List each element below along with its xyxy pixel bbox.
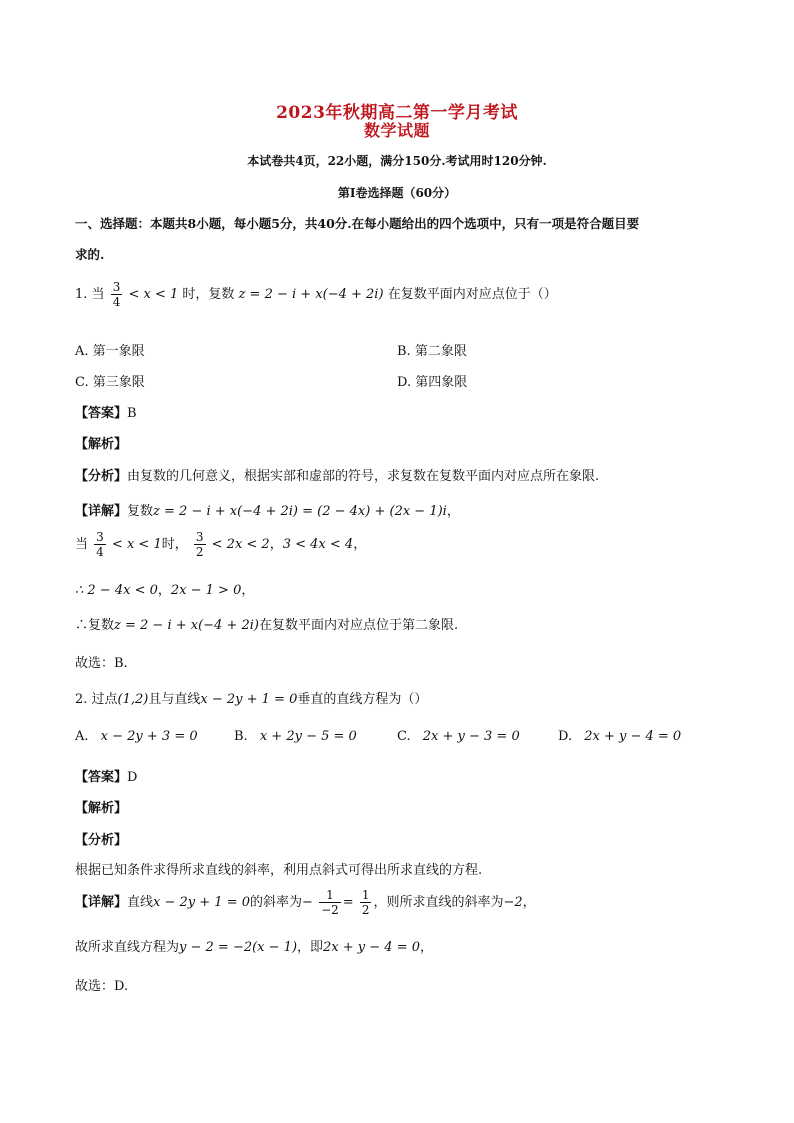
q2-detail1-text: 直线 [127,895,154,910]
instruction-line-1: 一、选择题：本题共8小题，每小题5分，共40分.在每小题给出的四个选项中，只有一项是符合题目要 [75,216,640,231]
q2-detail2-ie: ，即 [297,940,324,955]
q2-stem [75,688,427,707]
q2-detail1-neg: − [302,895,313,910]
q2-detail-label: 【详解】 [75,895,128,910]
q1-cond-rest: < x < 1 [128,287,179,302]
q1-detail1-text: 复数 [127,504,154,519]
q2-answer [75,766,137,785]
q2-detail1-then-text: ，则所求直线的斜率为 [373,895,504,910]
q2-option-a [75,729,198,744]
q1-detail3-comma1: ， [157,583,171,598]
q2-detail2-expr: y − 2 = −2(x − 1) [179,940,298,955]
q1-fenxi-text: 由复数的几何意义，根据实部和虚部的符号，求复数在复数平面内对应点所在象限. [127,469,600,484]
q1-answer-value: B [127,406,137,421]
q2-option-a-expr: x − 2y + 3 = 0 [100,729,198,744]
q1-detail-line-3 [75,579,254,598]
q1-fenxi-label: 【分析】 [75,469,128,484]
q1-detail2-comma1: ， [269,537,283,552]
q1-detail-label: 【详解】 [75,504,128,519]
q2-detail1-frac2 [360,888,372,917]
q2-choose: 故选：D. [75,979,129,994]
q2-detail1-frac2-den: 2 [361,903,370,917]
q1-detail3-comma2: ， [241,583,255,598]
q2-option-b-label: B. [234,729,248,744]
q1-detail-line-4 [75,614,458,633]
q1-detail2-frac1-num: 3 [96,530,104,544]
q1-detail-line-2 [75,530,366,559]
q2-detail1-eq: = [342,895,354,910]
q1-detail2-when: 当 [75,537,89,552]
q1-detail3-ineq1: ∴ 2 − 4x < 0 [75,583,158,598]
q2-option-c-expr: 2x + y − 3 = 0 [422,729,520,744]
q1-stem [75,280,557,309]
exam-title: 2023年秋期高二第一学月考试 [276,103,518,123]
q1-choose: 故选：B. [75,656,128,671]
q1-option-d: D. 第四象限 [397,375,468,390]
q1-detail2-shi: 时， [161,537,188,552]
q2-option-d-label: D. [558,729,573,744]
q1-detail4-conclusion: 在复数平面内对应点位于第二象限. [259,618,459,633]
q2-line-expr: x − 2y + 1 = 0 [200,692,298,707]
q1-detail-line-1 [75,500,460,519]
q2-detail1-expr: x − 2y + 1 = 0 [153,895,250,910]
q1-mid-text: 时，复数 [182,287,235,302]
q2-detail2-text: 故所求直线方程为 [75,940,180,955]
q2-fenxi-label: 【分析】 [75,833,128,848]
q1-detail4-expr: z = 2 − i + x(−4 + 2i) [114,618,259,633]
q1-detail2-range1: < x < 1 [107,537,162,552]
q1-cond-num: 3 [112,280,121,294]
q1-cond-den: 4 [112,295,121,309]
q1-detail2-frac2 [194,530,206,559]
q2-option-a-label: A. [75,729,89,744]
q2-detail-line-2 [75,936,433,955]
section-heading: 第I卷选择题（60分） [337,186,457,200]
q1-answer [75,402,137,421]
q1-fenxi [75,465,599,484]
q2-detail1-frac1 [319,888,341,917]
q2-detail2-expr2: 2x + y − 4 = 0 [323,940,420,955]
q1-detail2-frac1-den: 4 [96,545,104,559]
q2-stem-end: 垂直的直线方程为（） [297,692,428,707]
q2-detail1-frac1-num: 1 [319,888,341,903]
q1-cond-fraction [111,280,123,309]
exam-subtitle: 数学试题 [363,121,430,140]
q1-detail3-ineq2: 2x − 1 > 0 [170,583,242,598]
exam-info: 本试卷共4页，22小题，满分150分.考试用时120分钟. [247,154,547,168]
q2-fenxi-text: 根据已知条件求得所求直线的斜率，利用点斜式可得出所求直线的方程. [75,863,483,878]
q2-option-d-expr: 2x + y − 4 = 0 [584,729,682,744]
q2-detail2-comma: ， [420,940,434,955]
q2-option-b [234,729,357,744]
q2-option-d [558,729,681,744]
q2-detail-line-1 [75,888,536,918]
q2-answer-value: D [127,770,138,785]
q1-analysis-label: 【解析】 [75,437,128,452]
q2-option-c [397,729,520,744]
q2-point: (1,2) [117,692,149,707]
q2-option-c-label: C. [397,729,411,744]
q1-detail2-frac1 [94,530,106,559]
q2-detail1-k: −2 [503,895,523,910]
q1-answer-label: 【答案】 [75,406,128,421]
q1-detail2-frac2-den: 2 [195,545,204,559]
q2-detail1-comma: ， [522,895,536,910]
q2-stem-mid: 且与直线 [148,692,201,707]
q1-detail2-range3: 3 < 4x < 4 [282,537,354,552]
q1-option-b: B. 第二象限 [397,344,467,359]
q1-detail1-comma: ， [446,504,460,519]
q1-detail2-range2: < 2x < 2 [207,537,270,552]
q1-option-c: C. 第三象限 [75,375,145,390]
q1-number: 1. 当 [75,287,105,302]
q2-analysis-label: 【解析】 [75,801,128,816]
instruction-line-2: 求的. [75,247,105,262]
q1-option-a: A. 第一象限 [75,344,145,359]
q1-expression: z = 2 − i + x(−4 + 2i) [238,287,384,302]
q2-detail1-slope-text: 的斜率为 [250,895,303,910]
q2-detail1-frac2-num: 1 [361,888,370,902]
q2-answer-label: 【答案】 [75,770,128,785]
q1-tail-text: 在复数平面内对应点位于（） [387,287,557,302]
q1-detail4-text: ∴复数 [75,618,115,633]
q1-detail2-frac2-num: 3 [195,530,204,544]
q1-detail1-expr: z = 2 − i + x(−4 + 2i) = (2 − 4x) + (2x − 1)i [153,504,447,519]
q2-stem-start: 2. 过点 [75,692,118,707]
q2-option-b-expr: x + 2y − 5 = 0 [259,729,357,744]
q1-detail2-comma2: ， [353,537,367,552]
q2-detail1-frac1-den: −2 [321,903,339,917]
